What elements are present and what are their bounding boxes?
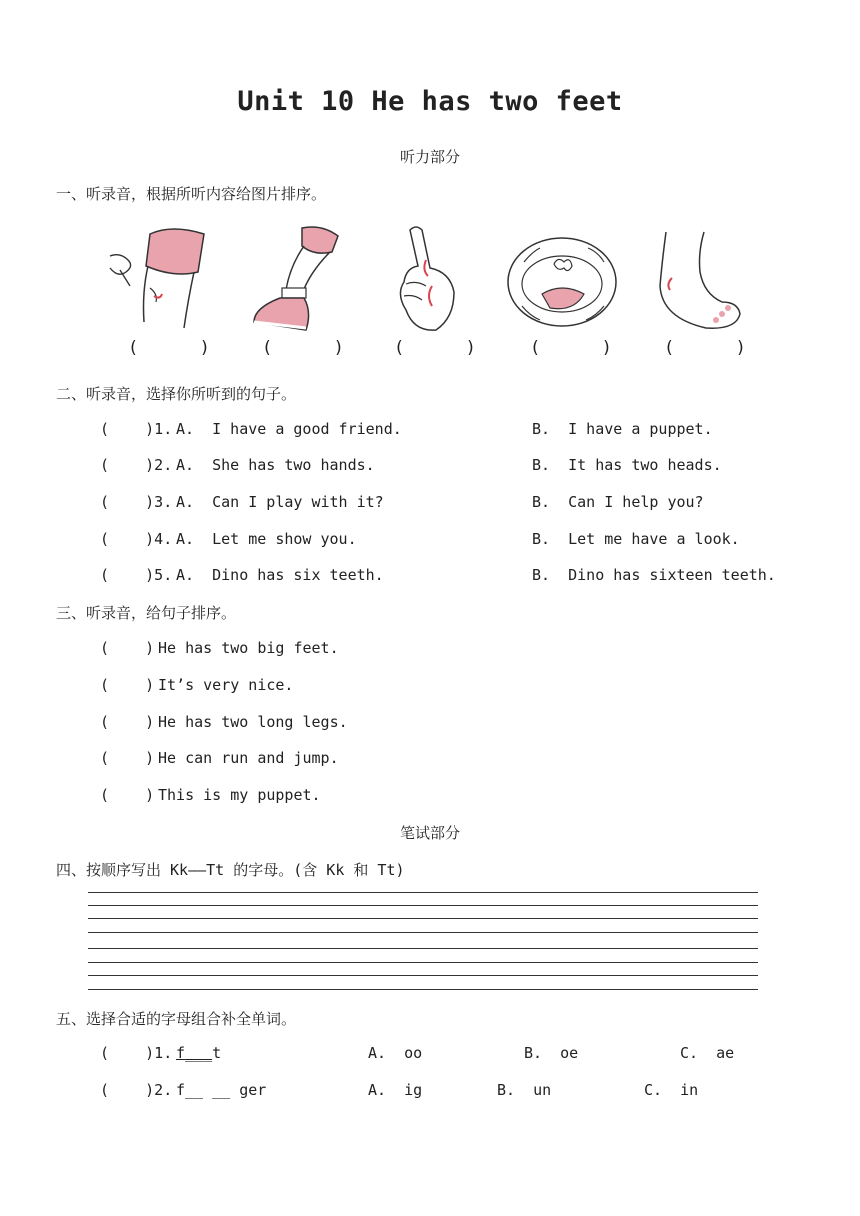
- section4-heading: 四、按顺序写出 Kk——Tt 的字母。(含 Kk 和 Tt): [56, 861, 405, 879]
- knee-icon: [102, 222, 214, 334]
- word-with-blank: f__ __ ger: [176, 1081, 267, 1099]
- writing-header: 笔试部分: [399, 824, 460, 842]
- option-c: C. ae: [680, 1044, 735, 1062]
- picture-blank: ( ): [664, 338, 746, 358]
- option-a: A. Dino has six teeth.: [176, 566, 384, 584]
- picture-blank: ( ): [530, 338, 612, 358]
- option-b: B. Let me have a look.: [532, 530, 740, 548]
- sentence: He has two long legs.: [158, 713, 348, 731]
- option-a: A. She has two hands.: [176, 456, 375, 474]
- option-a: A. Can I play with it?: [176, 493, 384, 511]
- finger-icon: [396, 222, 466, 334]
- option-b: B. It has two heads.: [532, 456, 722, 474]
- picture-blank: ( ): [128, 338, 210, 358]
- picture-blank: ( ): [262, 338, 344, 358]
- sentence: This is my puppet.: [158, 786, 321, 804]
- question-number: ( )2.: [100, 1081, 173, 1099]
- order-blank: ( ): [100, 676, 155, 694]
- order-blank: ( ): [100, 639, 155, 657]
- order-blank: ( ): [100, 713, 155, 731]
- option-a: A. I have a good friend.: [176, 420, 402, 438]
- option-a: A. oo: [368, 1044, 423, 1062]
- option-b: B. Dino has sixteen teeth.: [532, 566, 776, 584]
- sentence: He has two big feet.: [158, 639, 339, 657]
- section5-heading: 五、选择合适的字母组合补全单词。: [56, 1010, 297, 1028]
- option-b: B. un: [497, 1081, 552, 1099]
- question-number: ( )2.: [100, 456, 173, 474]
- order-blank: ( ): [100, 786, 155, 804]
- word-suffix: t: [212, 1044, 222, 1062]
- question-number: ( )5.: [100, 566, 173, 584]
- option-b: B. oe: [524, 1044, 579, 1062]
- section2-heading: 二、听录音，选择你所听到的句子。: [56, 385, 297, 403]
- word-blank: ___: [185, 1044, 213, 1062]
- order-blank: ( ): [100, 749, 155, 767]
- word-prefix: f: [176, 1044, 186, 1062]
- option-a: A. ig: [368, 1081, 423, 1099]
- foot-icon: [648, 222, 748, 334]
- word-with-blank: [176, 1044, 221, 1062]
- sentence: He can run and jump.: [158, 749, 339, 767]
- option-b: B. I have a puppet.: [532, 420, 713, 438]
- listening-header: 听力部分: [399, 148, 460, 166]
- question-number: ( )3.: [100, 493, 173, 511]
- section3-heading: 三、听录音，给句子排序。: [56, 604, 237, 622]
- picture-blank: ( ): [394, 338, 476, 358]
- leg-shoe-icon: [246, 222, 346, 334]
- sentence: It’s very nice.: [158, 676, 294, 694]
- section1-heading: 一、听录音，根据所听内容给图片排序。: [56, 185, 327, 203]
- option-a: A. Let me show you.: [176, 530, 357, 548]
- question-number: ( )4.: [100, 530, 173, 548]
- page-title: Unit 10 He has two feet: [237, 86, 623, 117]
- option-b: B. Can I help you?: [532, 493, 704, 511]
- question-number: ( )1.: [100, 420, 173, 438]
- teeth-icon: [504, 222, 624, 334]
- option-c: C. in: [644, 1081, 699, 1099]
- question-number: ( )1.: [100, 1044, 173, 1062]
